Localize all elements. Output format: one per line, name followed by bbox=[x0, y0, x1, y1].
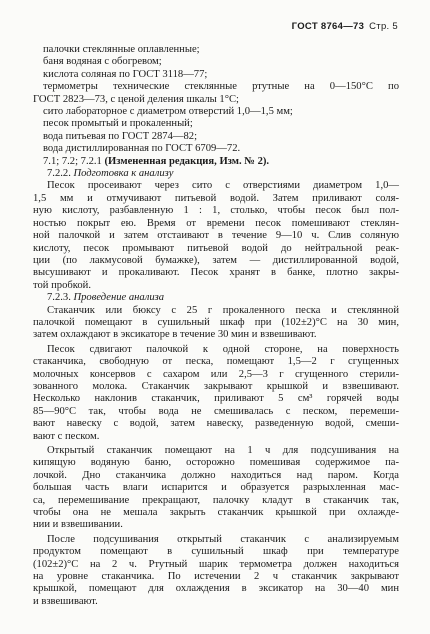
text-line bbox=[33, 583, 399, 595]
text-line bbox=[33, 230, 399, 242]
line-text: кислота соляная по ГОСТ 3118—77; bbox=[43, 68, 208, 80]
text-line bbox=[33, 546, 399, 558]
line-text: лочкой. Дно стаканчика должно находиться над паром. Когда bbox=[33, 469, 399, 481]
line-text: крышкой, помещают для охлаждения в эксикатор на 30—40 мин bbox=[33, 583, 399, 595]
text-line bbox=[33, 168, 399, 180]
text-line bbox=[33, 457, 399, 469]
text-line bbox=[33, 431, 399, 443]
line-text: Песок просеивают через сито с отверстиями диаметром 1,0— bbox=[47, 180, 399, 192]
line-text: Несколько наклонив стаканчик, приливают 5 см³ горячей воды bbox=[33, 393, 399, 405]
line-text: 7.2.3. bbox=[47, 292, 74, 304]
text-line bbox=[33, 180, 399, 192]
line-text: палочкой помещают в сушильный шкаф при (102±2)°С на 30 мин, bbox=[33, 316, 399, 328]
line-text: са, перемешивание прекращают, палочку кладут в стаканчик так, bbox=[33, 494, 399, 506]
text-line bbox=[33, 507, 399, 519]
text-line bbox=[33, 81, 399, 93]
line-emphasis: Подготовка к анализу bbox=[73, 168, 174, 180]
line-text: ГОСТ 2823—73, с ценой деления шкалы 1°С; bbox=[33, 93, 239, 105]
line-text: 7.2.2. bbox=[47, 168, 74, 180]
page-header bbox=[292, 21, 398, 32]
line-text: ции (по лакмусовой бумажке), затем — дистиллированной водой, bbox=[33, 254, 399, 266]
text-line bbox=[33, 393, 399, 405]
line-emphasis: (Измененная редакция, Изм. № 2). bbox=[101, 155, 270, 167]
text-line bbox=[33, 534, 399, 546]
line-text: стаканчика, свободную от песка, помещают 1,5—2 г сгущенных bbox=[33, 356, 399, 368]
text-line bbox=[33, 571, 399, 583]
text-line bbox=[33, 596, 399, 608]
text-line bbox=[33, 305, 399, 317]
text-line bbox=[33, 218, 399, 230]
line-text: вода питьевая по ГОСТ 2874—82; bbox=[43, 130, 198, 142]
line-text: зованного молока. Стаканчик закрывают крышкой и взвешивают. bbox=[33, 380, 399, 392]
text-line bbox=[33, 406, 399, 418]
text-line bbox=[33, 131, 399, 143]
line-text: и взвешивают. bbox=[33, 595, 98, 607]
text-line bbox=[33, 44, 399, 56]
line-text: ностью покрыт ею. Время от времени песок помешивают стеклян- bbox=[33, 217, 399, 229]
line-text: 1,5 мм и отмучивают питьевой водой. Затем приливают соля- bbox=[33, 192, 399, 204]
document-body bbox=[33, 44, 399, 608]
text-line bbox=[33, 381, 399, 393]
line-text: продуктом помещают в сушильный шкаф при температуре bbox=[33, 546, 399, 558]
text-line bbox=[33, 280, 399, 292]
line-text: вают с песком. bbox=[33, 430, 100, 442]
text-line bbox=[33, 106, 399, 118]
line-text: Стаканчик или бюксу с 25 г прокаленного песка и стеклянной bbox=[47, 304, 399, 316]
text-line bbox=[33, 559, 399, 571]
text-line bbox=[33, 94, 399, 106]
text-line bbox=[33, 267, 399, 279]
line-text: большая часть влаги испарится и образуется разрыхленная мас- bbox=[33, 482, 399, 494]
text-line bbox=[33, 495, 399, 507]
text-line bbox=[33, 243, 399, 255]
line-text: (102±2)°С на 2 ч. Ртутный шарик термометра должен находиться bbox=[33, 558, 399, 570]
text-line bbox=[33, 56, 399, 68]
text-line bbox=[33, 143, 399, 155]
text-line bbox=[33, 69, 399, 81]
line-text: молочных консервов с сахаром или 2,5—3 г сгущенного стерили- bbox=[33, 368, 399, 380]
text-line bbox=[33, 156, 399, 168]
line-text: После подсушивания открытый стаканчик с анализируемым bbox=[47, 533, 399, 545]
line-text: той пробкой. bbox=[33, 279, 91, 291]
line-text: вода дистиллированная по ГОСТ 6709—72. bbox=[43, 143, 241, 155]
line-text: чтобы она не мешала закрыть стаканчик крышкой при охлажде- bbox=[33, 507, 399, 519]
line-emphasis: Проведение анализа bbox=[73, 292, 165, 304]
line-text: кислоту, песок промывают питьевой водой до нейтральной реак- bbox=[33, 242, 399, 254]
line-text: ную кислоту, разбавленную 1 : 1, столько, чтобы песок был пол- bbox=[33, 205, 399, 217]
line-text: баня водяная с обогревом; bbox=[43, 56, 162, 68]
line-text: затем охлаждают в эксикаторе в течение 30 мин и взвешивают. bbox=[33, 329, 317, 341]
text-line bbox=[33, 255, 399, 267]
text-line bbox=[33, 482, 399, 494]
text-line bbox=[33, 344, 399, 356]
text-line bbox=[33, 329, 399, 341]
line-text: Песок сдвигают палочкой к одной стороне, на поверхность bbox=[47, 343, 399, 355]
text-line bbox=[33, 369, 399, 381]
line-text: сито лабораторное с диаметром отверстий 1,0—1,5 мм; bbox=[43, 106, 293, 118]
text-line bbox=[33, 292, 399, 304]
text-line bbox=[33, 470, 399, 482]
text-line bbox=[33, 519, 399, 531]
line-text: ной палочкой и затем отстаивают в течение 9—10 ч. Слив соляную bbox=[33, 230, 399, 242]
line-text: на уровне стаканчика. По истечении 2 ч стаканчик закрывают bbox=[33, 571, 399, 583]
line-text: кипящую водяную баню, осторожно помешивая содержимое па- bbox=[33, 457, 399, 469]
standard-number: ГОСТ 8764—73 bbox=[291, 21, 365, 32]
text-line bbox=[33, 193, 399, 205]
text-line bbox=[33, 356, 399, 368]
text-line bbox=[33, 445, 399, 457]
text-line bbox=[33, 317, 399, 329]
line-text: вают навеску с водой, затем навеску, разведенную водой, смеши- bbox=[33, 418, 399, 430]
line-text: термометры технические стеклянные ртутные на 0—150°С по bbox=[43, 81, 399, 93]
line-text: 7.1; 7.2; 7.2.1 bbox=[43, 155, 102, 167]
line-text: 85—90°С так, чтобы вода не смешивалась с песком, перемеши- bbox=[33, 405, 399, 417]
page-number: Стр. 5 bbox=[369, 21, 398, 32]
line-text: песок промытый и прокаленный; bbox=[43, 118, 193, 130]
line-text: нии и взвешивании. bbox=[33, 519, 123, 531]
line-text: Открытый стаканчик помещают на 1 ч для подсушивания на bbox=[47, 445, 399, 456]
text-line bbox=[33, 118, 399, 130]
text-line bbox=[33, 205, 399, 217]
line-text: палочки стеклянные оплавленные; bbox=[43, 44, 200, 55]
text-line bbox=[33, 418, 399, 430]
line-text: высушивают и прокаливают. Песок хранят в банке, плотно закры- bbox=[33, 267, 399, 279]
